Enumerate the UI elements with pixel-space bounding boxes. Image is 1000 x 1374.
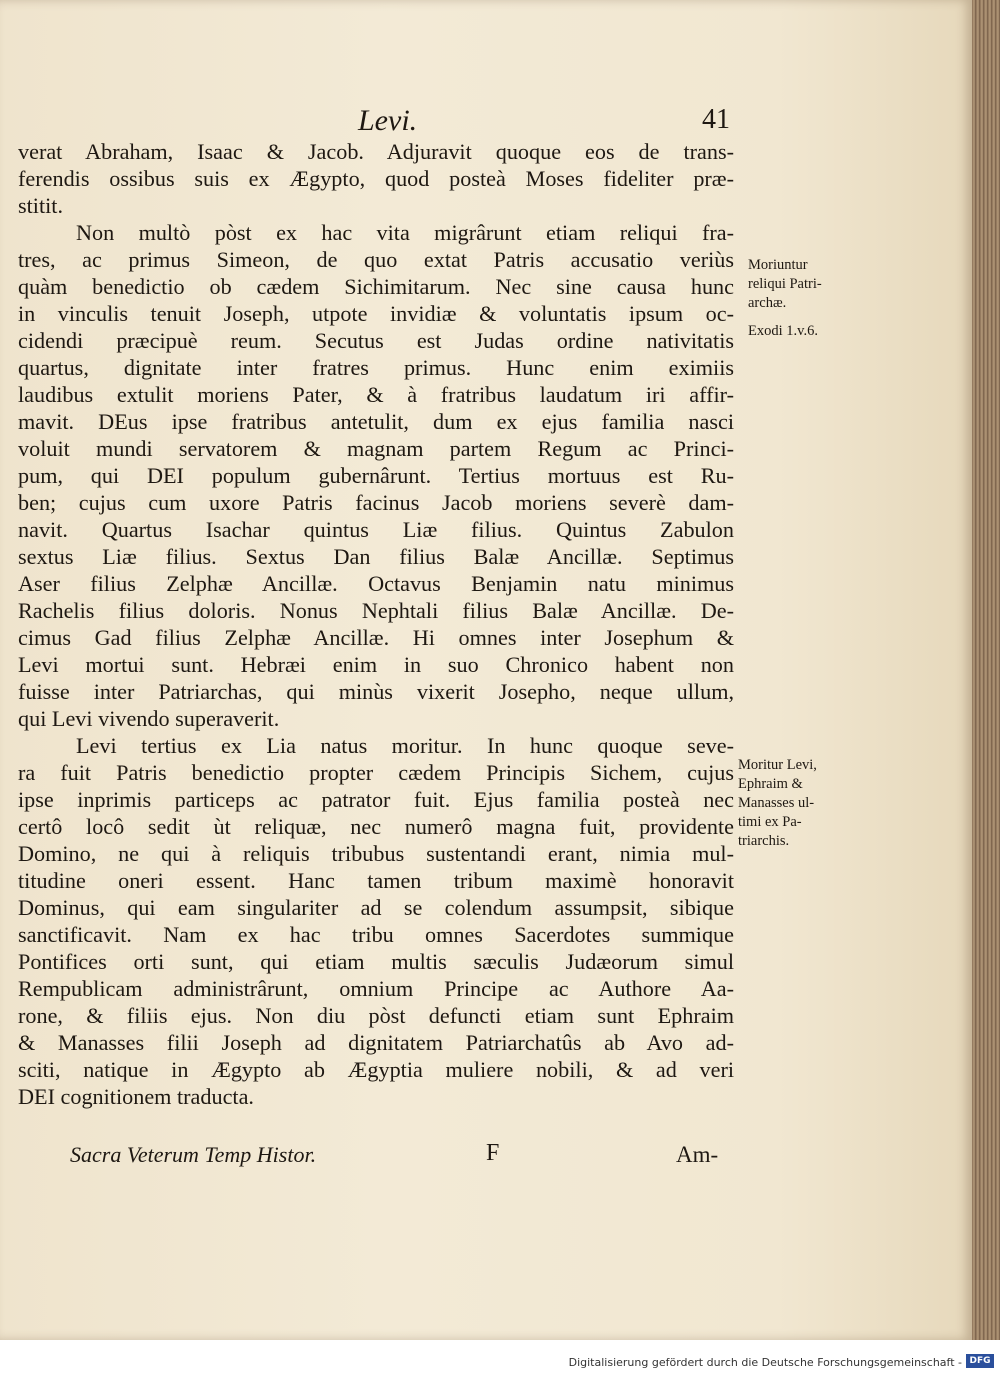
text-line: ra fuit Patris benedictio propter cædem Principis Sichem, cujus [18, 760, 734, 785]
margin-note-line: reliqui Patri- [748, 276, 822, 292]
text-line: cimus Gad filius Zelphæ Ancillæ. Hi omnes inter Josephum & [18, 625, 734, 650]
text-line: fuisse inter Patriarchas, qui minùs vixerit Josepho, neque ullum, [18, 679, 734, 704]
text-line: laudibus extulit moriens Pater, & à fratribus laudatum iri affir- [18, 382, 734, 407]
footer-running-title: Sacra Veterum Temp Histor. [70, 1142, 317, 1167]
dfg-logo-icon: DFG [966, 1354, 994, 1368]
text-line: verat Abraham, Isaac & Jacob. Adjuravit quoque eos de trans- [18, 139, 734, 164]
text-line: stitit. [18, 193, 64, 218]
text-line: sanctificavit. Nam ex hac tribu omnes Sacerdotes summique [18, 922, 734, 947]
body-text [18, 138, 734, 1110]
text-line: voluit mundi servatorem & magnam partem Regum ac Princi- [18, 436, 734, 461]
text-line: ben; cujus cum uxore Patris facinus Jacob moriens severè dam- [18, 490, 734, 515]
text-line: DEI cognitionem traducta. [18, 1084, 254, 1109]
margin-note-line: Ephraim & [738, 776, 803, 792]
text-line: Dominus, qui eam singulariter ad se colendum assumpsit, sibique [18, 895, 734, 920]
text-line: Rempublicam administrârunt, omnium Principe ac Authore Aa- [18, 976, 734, 1001]
text-line: ferendis ossibus suis ex Ægypto, quod posteà Moses fideliter præ- [18, 166, 734, 191]
margin-note-moriuntur [748, 256, 870, 313]
running-header-title: Levi. [358, 104, 418, 137]
text-line: Domino, ne qui à reliquis tribubus sustentandi erant, nimia mul- [18, 841, 734, 866]
text-line: Levi tertius ex Lia natus moritur. In hunc quoque seve- [76, 733, 734, 758]
text-line: rone, & filiis ejus. Non diu pòst defuncti etiam sunt Ephraim [18, 1003, 734, 1028]
text-line: Non multò pòst ex hac vita migrârunt etiam reliqui fra- [76, 220, 734, 245]
text-line: quartus, dignitate inter fratres primus. Hunc enim eximiis [18, 355, 734, 380]
page-edge [972, 0, 1000, 1340]
digitization-credit: Digitalisierung gefördert durch die Deutsche Forschungsgemeinschaft - [568, 1356, 962, 1369]
text-line: Rachelis filius doloris. Nonus Nephtali filius Balæ Ancillæ. De- [18, 598, 734, 623]
text-line: in vinculis tenuit Joseph, utpote invidiæ & voluntatis ipsum oc- [18, 301, 734, 326]
text-line: ipse inprimis particeps ac patrator fuit. Ejus familia posteà nec [18, 787, 734, 812]
text-line: certô locô sedit ùt reliquæ, nec numerô magna fuit, providente [18, 814, 734, 839]
text-line: Levi mortui sunt. Hebræi enim in suo Chronico habent non [18, 652, 734, 677]
text-line: titudine oneri essent. Hanc tamen tribum maximè honoravit [18, 868, 734, 893]
margin-note-line: archæ. [748, 295, 787, 311]
margin-note-line: timi ex Pa- [738, 814, 802, 830]
text-line: tres, ac primus Simeon, de quo extat Patris accusatio veriùs [18, 247, 734, 272]
text-line: Aser filius Zelphæ Ancillæ. Octavus Benjamin natu minimus [18, 571, 734, 596]
text-line: mavit. DEus ipse fratribus antetulit, dum ex ejus familia nasci [18, 409, 734, 434]
text-line: qui Levi vivendo superaverit. [18, 706, 280, 731]
margin-note-line: triarchis. [738, 833, 790, 849]
text-line: quàm benedictio ob cædem Sichimitarum. Nec sine causa hunc [18, 274, 734, 299]
margin-note-line: Manasses ul- [738, 795, 815, 811]
margin-note-moritur-levi [738, 756, 868, 851]
footer-signature-mark: F [486, 1140, 500, 1166]
page-number: 41 [702, 104, 730, 135]
margin-note-line: Moritur Levi, [738, 757, 817, 773]
margin-note-exodi [748, 322, 870, 341]
footer-catchword: Am- [676, 1142, 719, 1167]
text-line: sciti, natique in Ægypto ab Ægyptia muliere nobili, & ad veri [18, 1057, 734, 1082]
text-line: navit. Quartus Isachar quintus Liæ filius. Quintus Zabulon [18, 517, 734, 542]
text-line: cidendi præcipuè reum. Secutus est Judas ordine nativitatis [18, 328, 734, 353]
margin-note-line: Moriuntur [748, 257, 808, 273]
text-line: pum, qui DEI populum gubernârunt. Tertius mortuus est Ru- [18, 463, 734, 488]
text-line: sextus Liæ filius. Sextus Dan filius Balæ Ancillæ. Septimus [18, 544, 734, 569]
text-line: Pontifices orti sunt, qui etiam multis sæculis Judæorum simul [18, 949, 734, 974]
text-line: & Manasses filii Joseph ad dignitatem Patriarchatûs ab Avo ad- [18, 1030, 734, 1055]
margin-note-line: Exodi 1.v.6. [748, 323, 818, 339]
